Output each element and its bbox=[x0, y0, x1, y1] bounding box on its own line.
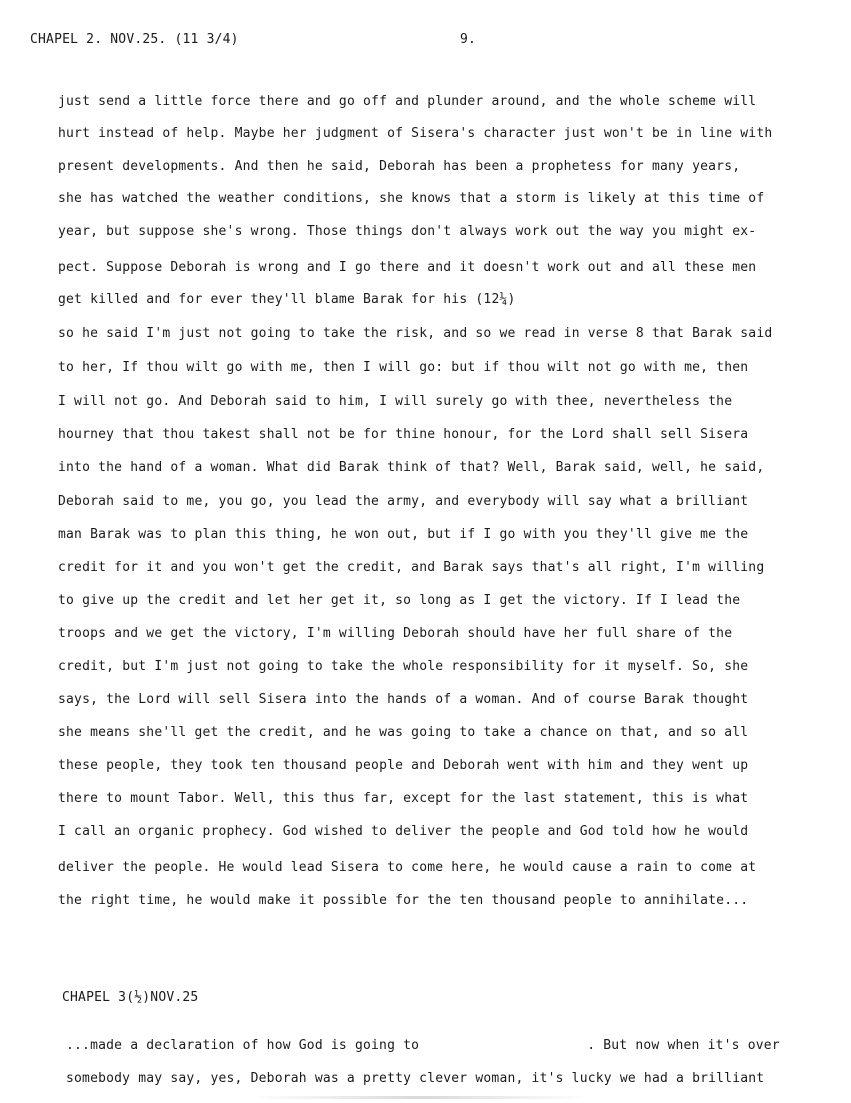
cut-off-text-edge bbox=[250, 1096, 590, 1099]
text-line: present developments. And then he said, Deborah has been a prophetess for many years, bbox=[58, 159, 741, 174]
text-line bbox=[66, 1038, 780, 1054]
text-line: deliver the people. He would lead Sisera to come here, he would cause a rain to come at bbox=[58, 860, 757, 875]
text-line: hourney that thou takest shall not be for thine honour, for the Lord shall sell Sisera bbox=[58, 427, 749, 442]
text-line: pect. Suppose Deborah is wrong and I go there and it doesn't work out and all these men bbox=[58, 260, 757, 275]
text-segment: . But now when it's over bbox=[587, 1038, 780, 1053]
text-line: I call an organic prophecy. God wished to deliver the people and God told how he would bbox=[58, 824, 749, 839]
text-line: hurt instead of help. Maybe her judgment of Sisera's character just won't be in line with bbox=[58, 126, 773, 141]
text-line: somebody may say, yes, Deborah was a pretty clever woman, it's lucky we had a brilliant bbox=[66, 1071, 765, 1086]
text-line: so he said I'm just not going to take the risk, and so we read in verse 8 that Barak said bbox=[58, 326, 773, 341]
page-header-title: CHAPEL 2. NOV.25. (11 3/4) bbox=[30, 32, 239, 47]
text-line: these people, they took ten thousand people and Deborah went with him and they went up bbox=[58, 758, 749, 773]
text-line: the right time, he would make it possible for the ten thousand people to annihilate... bbox=[58, 893, 749, 908]
text-line: man Barak was to plan this thing, he won out, but if I go with you they'll give me the bbox=[58, 527, 749, 542]
text-line: says, the Lord will sell Sisera into the hands of a woman. And of course Barak thought bbox=[58, 692, 749, 707]
text-line: year, but suppose she's wrong. Those things don't always work out the way you might ex- bbox=[58, 224, 757, 239]
text-line: to give up the credit and let her get it, so long as I get the victory. If I lead the bbox=[58, 593, 741, 608]
text-line: into the hand of a woman. What did Barak think of that? Well, Barak said, well, he said, bbox=[58, 460, 765, 475]
page-number: 9. bbox=[460, 32, 477, 47]
text-segment: ...made a declaration of how God is going to bbox=[66, 1038, 420, 1053]
text-line: get killed and for ever they'll blame Barak for his (12¼) bbox=[58, 292, 516, 307]
section-header: CHAPEL 3(½)NOV.25 bbox=[62, 990, 199, 1005]
text-line: there to mount Tabor. Well, this thus far, except for the last statement, this is what bbox=[58, 791, 749, 806]
text-line: credit, but I'm just not going to take the whole responsibility for it myself. So, she bbox=[58, 659, 749, 674]
text-line: troops and we get the victory, I'm willing Deborah should have her full share of the bbox=[58, 626, 733, 641]
text-line: to her, If thou wilt go with me, then I will go: but if thou wilt not go with me, then bbox=[58, 360, 749, 375]
text-line: I will not go. And Deborah said to him, I will surely go with thee, nevertheless the bbox=[58, 394, 733, 409]
text-line: just send a little force there and go off and plunder around, and the whole scheme will bbox=[58, 94, 757, 109]
text-line: she has watched the weather conditions, she knows that a storm is likely at this time of bbox=[58, 191, 765, 206]
text-line: credit for it and you won't get the credit, and Barak says that's all right, I'm willing bbox=[58, 560, 765, 575]
text-line: Deborah said to me, you go, you lead the army, and everybody will say what a brilliant bbox=[58, 494, 749, 509]
text-line: she means she'll get the credit, and he was going to take a chance on that, and so all bbox=[58, 725, 749, 740]
